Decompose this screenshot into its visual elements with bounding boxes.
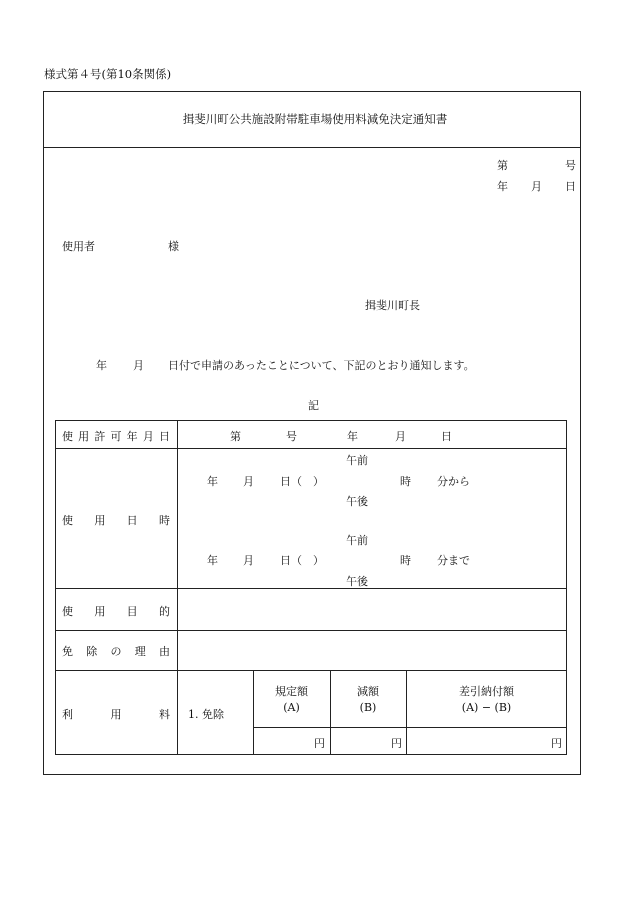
exemption-reason-label: 免除の理由: [62, 645, 170, 658]
to-day: 日（ ）: [280, 554, 324, 567]
from-am: 午前: [346, 454, 368, 467]
col-a-code: (A): [283, 701, 300, 714]
permit-date-label: 使用許可年月日: [62, 430, 170, 443]
col-c-yen: 円: [551, 737, 562, 750]
col-c-title: 差引納付額: [459, 685, 514, 698]
body-text: 日付で申請のあったことについて、下記のとおり通知します。: [168, 359, 475, 372]
column-divider: [177, 420, 178, 755]
to-year: 年: [207, 554, 218, 567]
body-month: 月: [133, 359, 144, 372]
doc-date-year: 年: [497, 180, 508, 193]
sender-name: 揖斐川町長: [365, 299, 420, 312]
recipient-honorific: 様: [168, 240, 179, 253]
recipient-label: 使用者: [62, 240, 95, 253]
usage-purpose-label: 使用目的: [62, 605, 170, 618]
from-day: 日（ ）: [280, 475, 324, 488]
from-hour: 時: [400, 475, 411, 488]
title-divider: [43, 147, 581, 148]
from-month: 月: [243, 475, 254, 488]
ki-label: 記: [308, 399, 319, 412]
col-a-title: 規定額: [275, 685, 308, 698]
body-year: 年: [96, 359, 107, 372]
to-pm: 午後: [346, 575, 368, 588]
row-divider: [55, 630, 567, 631]
permit-day: 日: [441, 430, 452, 443]
permit-year: 年: [347, 430, 358, 443]
to-am: 午前: [346, 534, 368, 547]
col-a-yen: 円: [314, 737, 325, 750]
row-divider: [55, 588, 567, 589]
doc-number-go: 号: [565, 159, 576, 172]
row-divider: [55, 448, 567, 449]
usage-datetime-label: 使用日時: [62, 514, 170, 527]
from-pm: 午後: [346, 495, 368, 508]
to-hour: 時: [400, 554, 411, 567]
from-minute: 分から: [437, 475, 470, 488]
col-b-code: (B): [359, 701, 377, 714]
permit-go: 号: [286, 430, 297, 443]
doc-date-month: 月: [531, 180, 542, 193]
col-b-yen: 円: [391, 737, 402, 750]
row-divider: [55, 670, 567, 671]
document-title: 揖斐川町公共施設附帯駐車場使用料減免決定通知書: [182, 112, 448, 126]
form-number-label: 様式第４号(第10条関係): [44, 67, 172, 81]
doc-number-dai: 第: [497, 159, 508, 172]
row-divider: [253, 727, 567, 728]
to-minute: 分まで: [437, 554, 470, 567]
col-b-title: 減額: [357, 685, 379, 698]
to-month: 月: [243, 554, 254, 567]
permit-month: 月: [395, 430, 406, 443]
fee-label: 利用料: [62, 708, 170, 721]
fee-type: 1. 免除: [188, 708, 224, 721]
col-c-code: (A) − (B): [461, 701, 512, 714]
permit-dai: 第: [230, 430, 241, 443]
doc-date-day: 日: [565, 180, 576, 193]
from-year: 年: [207, 475, 218, 488]
